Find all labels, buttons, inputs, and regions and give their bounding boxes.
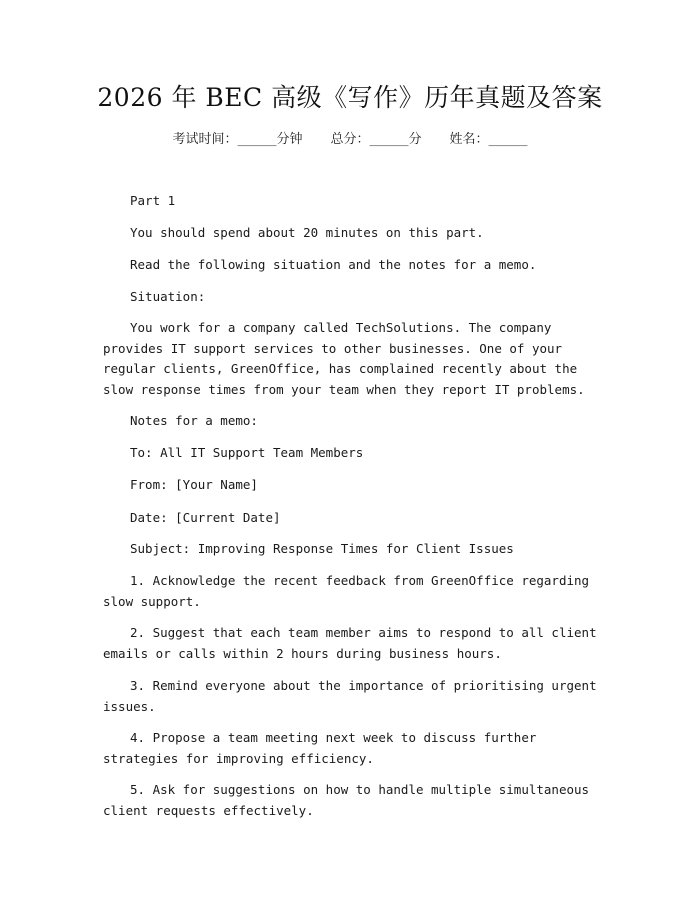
memo-from-line: From: [Your Name] <box>130 477 258 492</box>
memo-note-item: 2. Suggest that each team member aims to respond to all client emails or calls within 2 hours during business hours. <box>103 625 597 661</box>
total-score-label: 总分：______分 <box>330 132 422 147</box>
memo-note-item: 1. Acknowledge the recent feedback from GreenOffice regarding slow support. <box>103 573 590 609</box>
situation-heading: Situation: <box>130 289 206 304</box>
memo-note-item: 4. Propose a team meeting next week to discuss further strategies for improving efficiency. <box>103 730 537 766</box>
notes-heading: Notes for a memo: <box>130 413 258 428</box>
situation-paragraph: You work for a company called TechSolutions. The company provides IT support services to other businesses. One of your regular clients, GreenOffice, has complained recently about the slow response times from your team when they report IT problems. <box>103 320 585 397</box>
document-title: 2026 年 BEC 高级《写作》历年真题及答案 <box>97 83 603 112</box>
name-label: 姓名：______ <box>449 132 528 147</box>
memo-note-item: 5. Ask for suggestions on how to handle multiple simultaneous client requests effectively. <box>103 782 590 818</box>
memo-to-line: To: All IT Support Team Members <box>130 445 364 460</box>
memo-subject-line: Subject: Improving Response Times for Client Issues <box>130 541 514 556</box>
exam-meta-line <box>0 130 700 150</box>
memo-note-item: 3. Remind everyone about the importance of prioritising urgent issues. <box>103 678 597 714</box>
exam-time-label: 考试时间：______分钟 <box>172 132 303 147</box>
reading-instruction: Read the following situation and the notes for a memo. <box>130 257 537 272</box>
memo-date-line: Date: [Current Date] <box>130 510 281 525</box>
time-instruction: You should spend about 20 minutes on this part. <box>130 225 484 240</box>
part-heading: Part 1 <box>130 193 176 208</box>
